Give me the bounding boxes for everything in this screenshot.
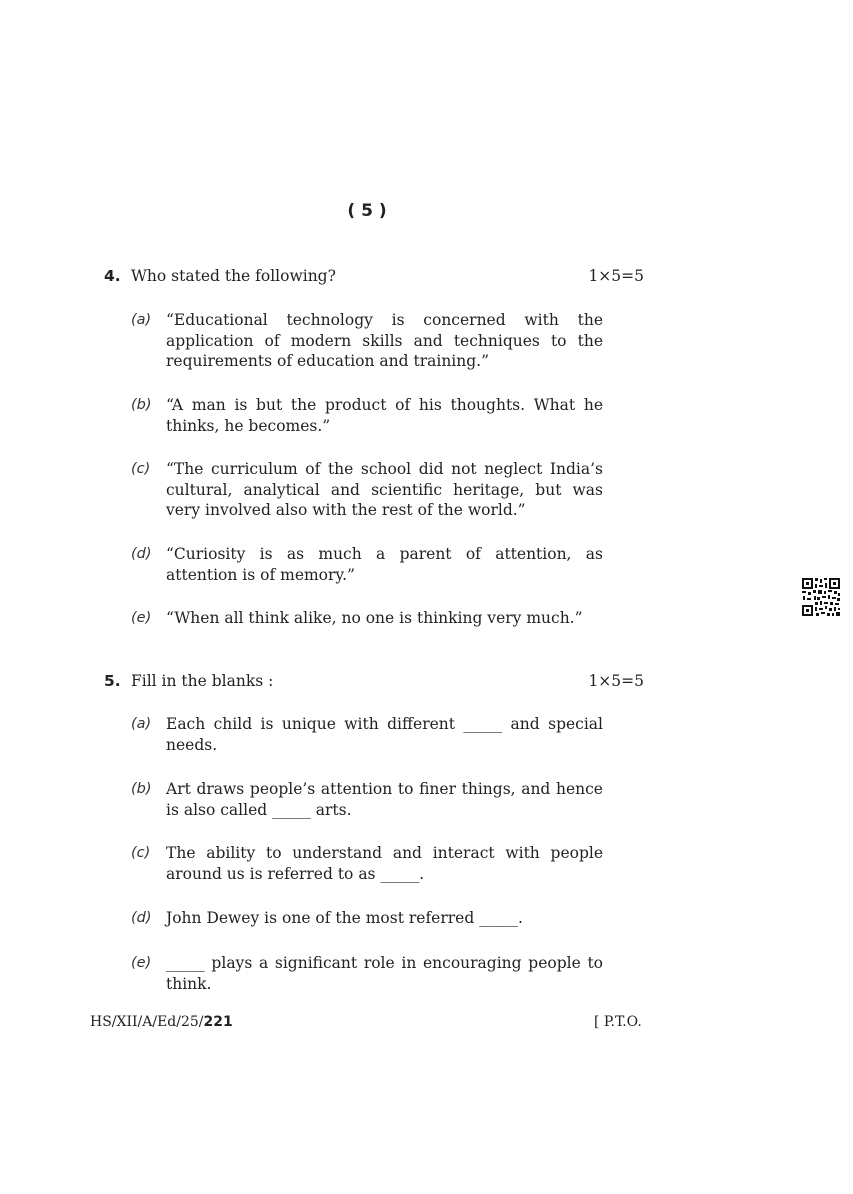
item-text: “A man is but the product of his thoughts. What he thinks, he becomes.” [166, 396, 603, 435]
item-label: (e) [131, 610, 152, 626]
item-label: (b) [131, 397, 152, 413]
item-text: “Curiosity is as much a parent of attention, as attention is of memory.” [166, 545, 603, 584]
question-number: 4. [104, 267, 121, 285]
item-label: (a) [131, 312, 152, 328]
question-marks: 1×5=5 [588, 672, 644, 690]
question-title: Fill in the blanks : [131, 672, 274, 690]
pto-marker: [ P.T.O. [594, 1014, 642, 1030]
question-marks: 1×5=5 [588, 267, 644, 285]
item-text: “When all think alike, no one is thinking very much.” [166, 609, 583, 627]
item-label: (b) [131, 781, 152, 797]
item-label: (c) [131, 461, 151, 477]
item-text: The ability to understand and interact with people around us is referred to as _____. [166, 844, 603, 883]
item-label: (a) [131, 716, 152, 732]
item-text: _____ plays a significant role in encouraging people to think. [166, 954, 603, 993]
question-4-header [104, 264, 644, 288]
item-text: Art draws people’s attention to finer things, and hence is also called _____ arts. [166, 780, 603, 819]
item-text: Each child is unique with different _____ and special needs. [166, 715, 603, 754]
qr-code-icon [801, 577, 841, 617]
paper-code [90, 1014, 233, 1030]
item-text: “Educational technology is concerned with the application of modern skills and techniques to the requirements of education and training.” [166, 311, 603, 370]
item-label: (d) [131, 910, 152, 926]
item-text: “The curriculum of the school did not neglect India’s cultural, analytical and scientific heritage, but was very involved also with the rest of the world.” [166, 460, 603, 519]
paper-code-number: 221 [203, 1014, 233, 1030]
question-number: 5. [104, 672, 121, 690]
item-label: (c) [131, 845, 151, 861]
question-title: Who stated the following? [131, 267, 336, 285]
item-label: (e) [131, 955, 152, 971]
question-5-header [104, 669, 644, 693]
page-number: ( 5 ) [347, 201, 387, 221]
item-text: John Dewey is one of the most referred _____. [166, 909, 523, 927]
item-label: (d) [131, 546, 152, 562]
paper-code-prefix: HS/XII/A/Ed/25/ [90, 1014, 204, 1030]
